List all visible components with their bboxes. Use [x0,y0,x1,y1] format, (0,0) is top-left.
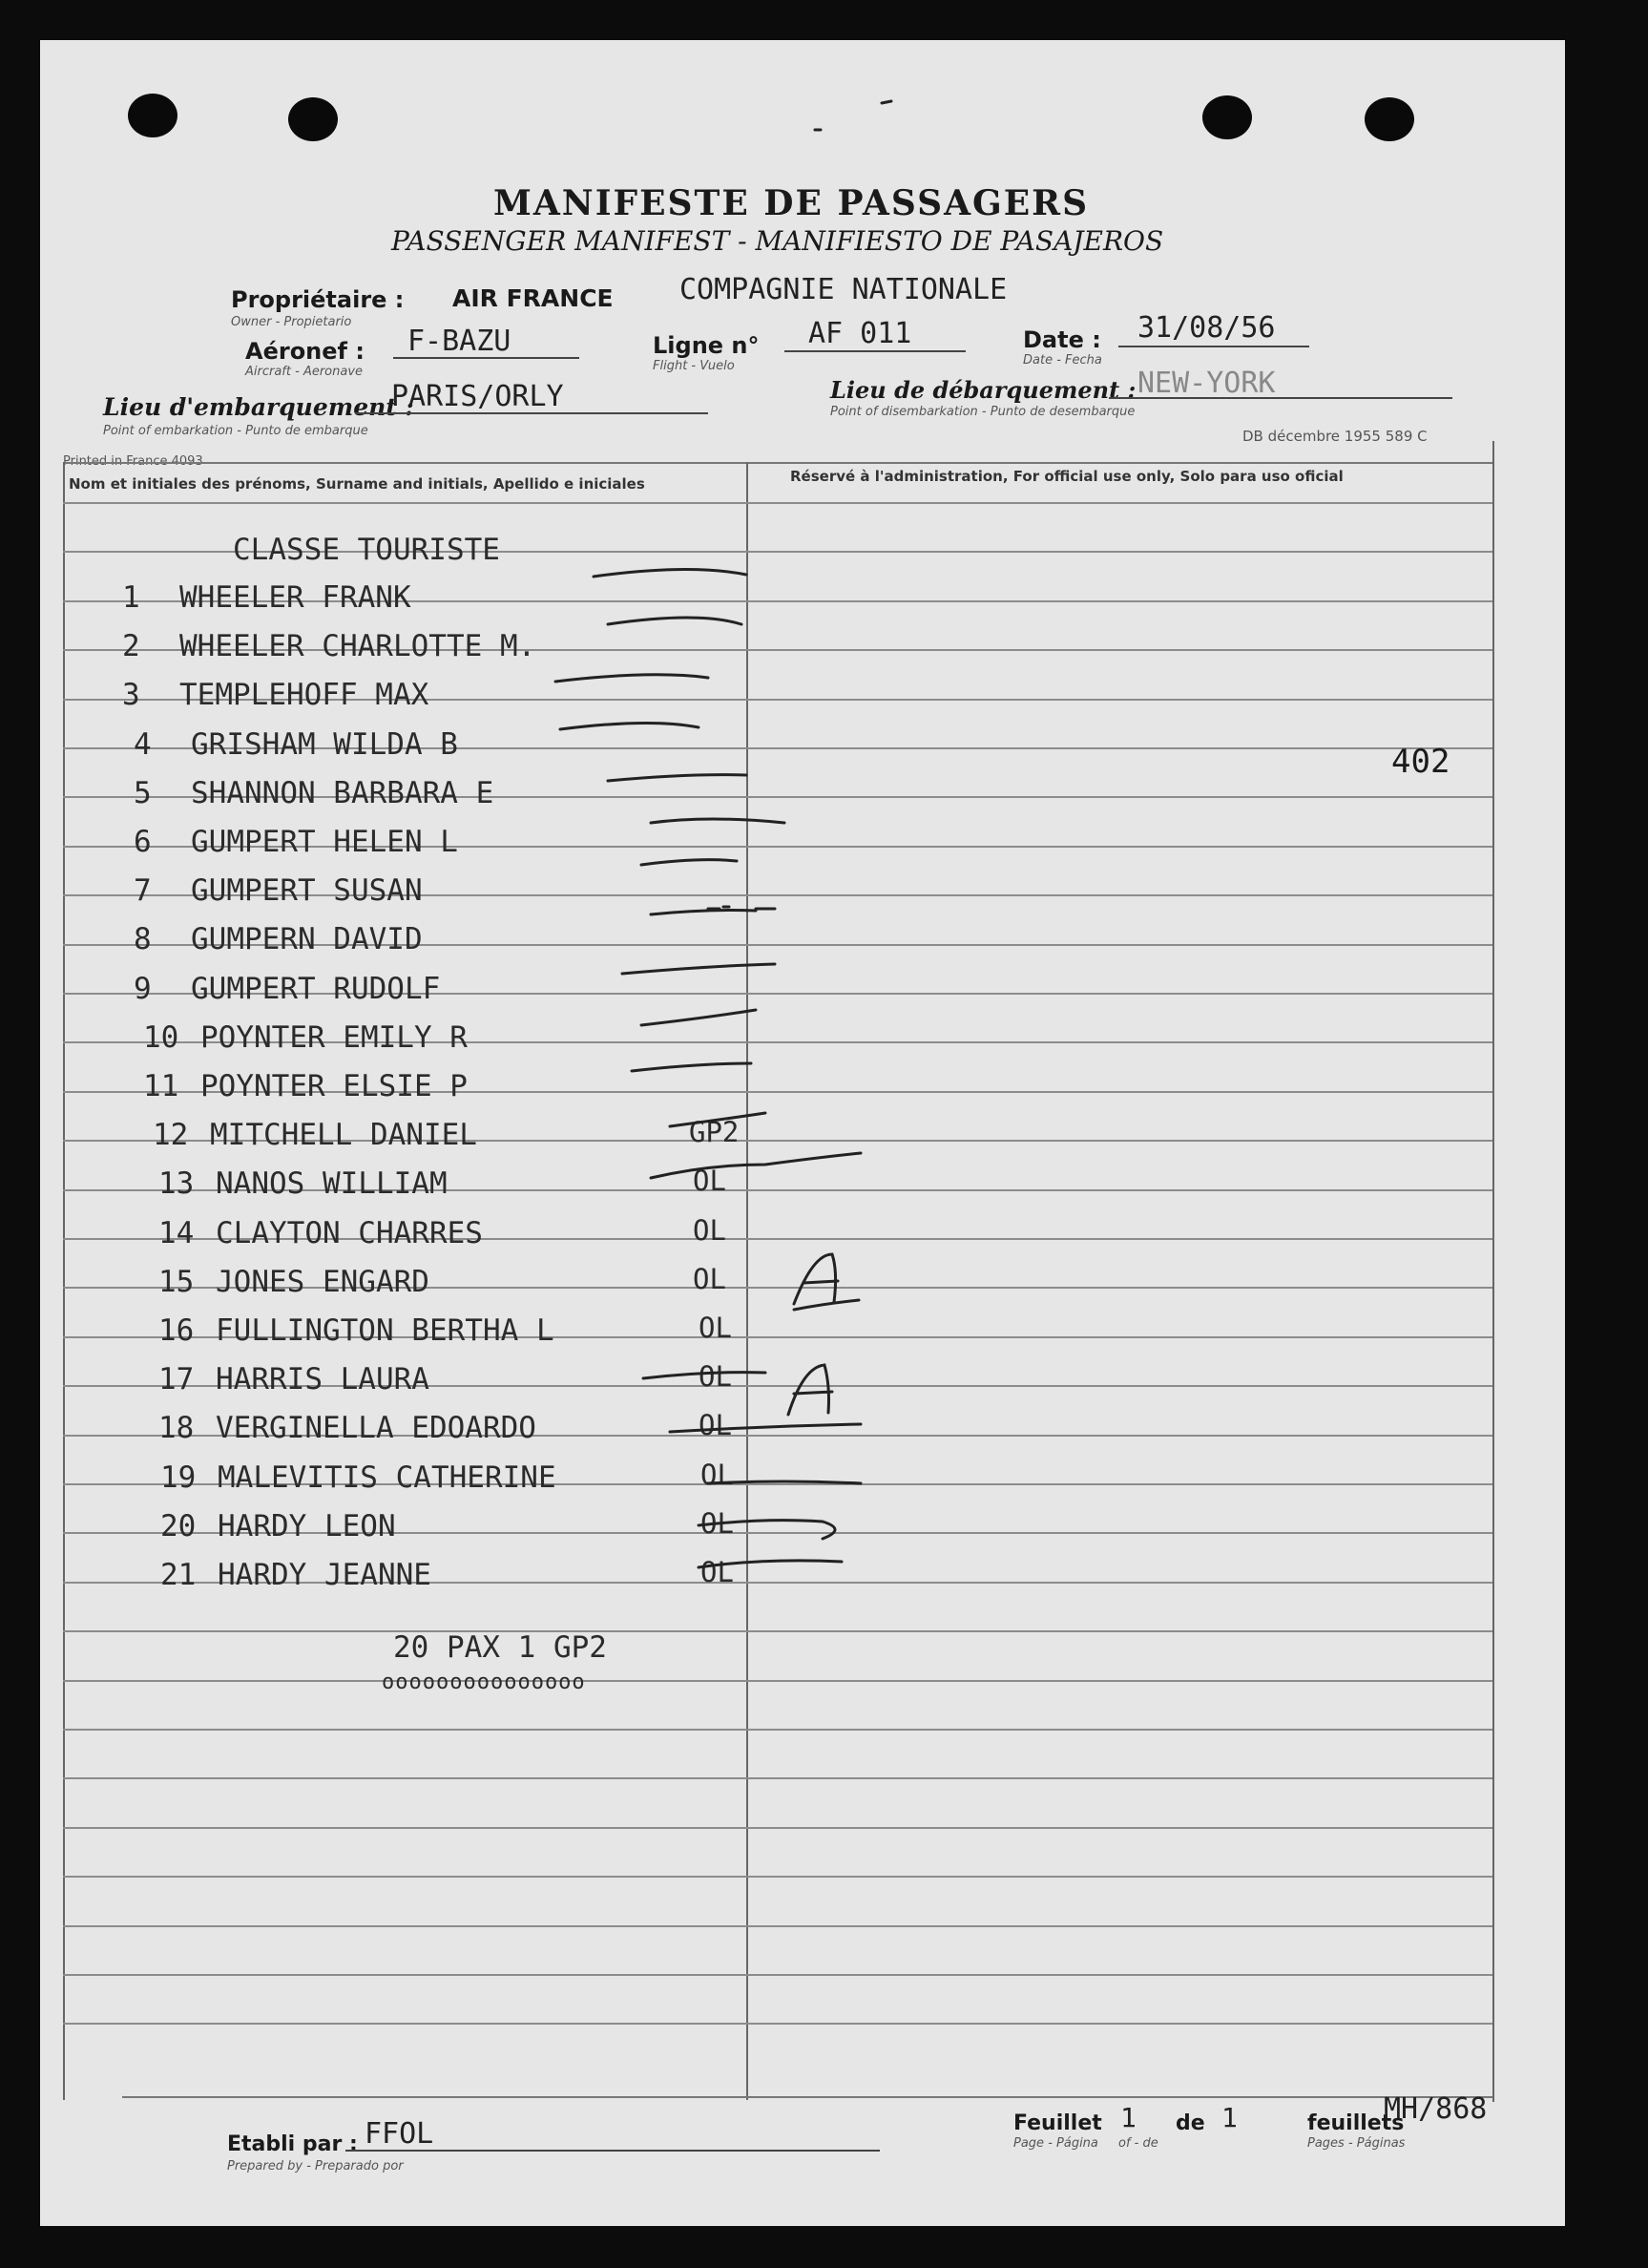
dots-separator: ooooooooooooooo [382,1670,586,1694]
passenger-name: CLAYTON CHARRES [216,1215,483,1250]
date-label: Date : [1023,326,1101,353]
owner-value: COMPAGNIE NATIONALE [679,273,1008,306]
pages-label: feuillets [1307,2111,1405,2135]
passenger-name: MITCHELL DANIEL [210,1118,477,1153]
manifest-title: MANIFESTE DE PASSAGERS [493,183,1090,223]
passenger-name: GUMPERT HELEN L [191,825,458,859]
prepared-by-value: FFOL [365,2117,434,2151]
passenger-number: 19 [160,1460,197,1495]
passenger-row [134,776,493,810]
manifest-reference: MH/868 [1384,2092,1488,2126]
passenger-row [160,1558,431,1592]
aircraft-label: Aéronef : [245,338,365,365]
passenger-name: HARRIS LAURA [216,1362,429,1397]
passenger-number: 11 [143,1069,179,1103]
passenger-name: JONES ENGARD [216,1264,429,1299]
passenger-number: 7 [134,873,152,909]
passenger-name: VERGINELLA EDOARDO [216,1411,536,1446]
passenger-row [160,1460,556,1495]
flight-sublabel: Flight - Vuelo [653,359,735,373]
passenger-row [143,1069,468,1103]
ruled-line [63,1680,1492,1682]
passenger-number: 21 [160,1558,197,1592]
passenger-number: 10 [143,1019,179,1055]
passenger-number: 17 [158,1362,195,1397]
passenger-name: HARDY LEON [218,1508,396,1544]
page-value: 1 [1120,2102,1137,2133]
passenger-name: WHEELER FRANK [179,580,411,615]
total-line: 20 PAX 1 GP2 [393,1630,607,1665]
passenger-row [158,1166,448,1201]
passenger-code: OL [693,1165,726,1198]
passenger-row [134,922,423,956]
passenger-number: 14 [158,1215,195,1250]
embarkation-label: Lieu d'embarquement : [103,393,414,421]
passenger-name: POYNTER EMILY R [200,1019,468,1055]
passenger-number: 18 [158,1411,195,1446]
pages-sublabel: Pages - Páginas [1307,2136,1406,2151]
page-label: Feuillet [1013,2111,1102,2135]
of-sublabel: of - de [1118,2136,1158,2151]
owner-printed: AIR FRANCE [452,284,614,312]
passenger-number: 20 [160,1508,197,1544]
passenger-row [160,1509,396,1544]
passenger-number: 8 [134,922,152,957]
passenger-code: OL [700,1458,734,1491]
passenger-name: WHEELER CHARLOTTE M. [179,629,536,664]
disembarkation-value: NEW-YORK [1137,367,1276,400]
passenger-number: 9 [134,971,152,1006]
passenger-name: HARDY JEANNE [218,1558,431,1592]
ruled-line [63,1777,1492,1779]
passenger-row [153,1118,477,1152]
ruled-line [63,1630,1492,1632]
manifest-sheet [40,40,1565,2226]
owner-label: Propriétaire : [231,286,405,313]
aircraft-sublabel: Aircraft - Aeronave [245,365,364,379]
passenger-name: MALEVITIS CATHERINE [218,1460,556,1495]
embarkation-sublabel: Point of embarkation - Punto de embarque [103,424,368,438]
passenger-number: 15 [158,1264,195,1299]
passenger-code: OL [700,1556,734,1588]
embarkation-value: PARIS/ORLY [391,380,564,413]
passenger-code: OL [693,1262,726,1295]
ruled-line [63,1827,1492,1829]
punch-hole [128,94,177,137]
passenger-row [134,727,458,762]
page-sublabel: Page - Página [1013,2136,1098,2151]
passenger-row [134,972,440,1006]
passenger-code: OL [699,1360,732,1394]
ruled-line [63,2023,1492,2025]
admin-column-header: Réservé à l'administration, For official use only, Solo para uso oficial [790,468,1344,485]
admin-number: 402 [1391,743,1450,781]
passenger-row [158,1411,536,1445]
prepared-by-label: Etabli par : [227,2132,358,2156]
passenger-number: 6 [134,825,152,859]
passenger-code: OL [699,1312,732,1344]
passenger-number: 4 [134,726,152,762]
prepared-by-sublabel: Prepared by - Preparado por [227,2159,404,2174]
printed-in: Printed in France 4093 [63,454,203,469]
passenger-number: 16 [158,1313,195,1348]
passenger-number: 1 [122,580,140,615]
section-header: CLASSE TOURISTE [233,533,500,567]
passenger-name: SHANNON BARBARA E [191,775,494,810]
date-value: 31/08/56 [1137,311,1276,345]
passenger-code: OL [699,1409,732,1442]
passenger-name: GUMPERN DAVID [191,922,423,957]
ruled-line [63,1876,1492,1878]
ruled-line [63,1729,1492,1731]
owner-sublabel: Owner - Propietario [231,315,352,329]
of-label: de [1176,2111,1205,2135]
punch-hole [1202,95,1252,139]
date-sublabel: Date - Fecha [1023,353,1102,368]
punch-hole [288,97,338,141]
flight-value: AF 011 [808,317,912,350]
passenger-row [122,678,428,712]
passenger-row [134,873,423,908]
passenger-row [158,1313,554,1348]
passenger-row [158,1362,429,1396]
disembarkation-sublabel: Point of disembarkation - Punto de desembarque [830,405,1136,419]
passenger-name: GRISHAM WILDA B [191,726,458,762]
passenger-number: 5 [134,775,152,810]
passenger-row [143,1020,468,1055]
ruled-line [63,502,1492,504]
ruled-line [63,1925,1492,1927]
form-reference: DB décembre 1955 589 C [1242,428,1428,445]
passenger-row [158,1216,483,1250]
passenger-code: OL [700,1506,734,1540]
manifest-subtitle: PASSENGER MANIFEST - MANIFIESTO DE PASAJEROS [391,225,1164,257]
passenger-number: 13 [158,1166,195,1202]
disembarkation-label: Lieu de débarquement : [830,376,1137,404]
passenger-code: GP2 [689,1116,740,1149]
ruled-line [63,1974,1492,1976]
passenger-row [158,1265,429,1299]
passenger-row [134,825,458,859]
punch-hole [1365,97,1414,141]
passenger-name: GUMPERT SUSAN [191,873,423,909]
names-column-header: Nom et initiales des prénoms, Surname and initials, Apellido e iniciales [69,475,645,493]
passenger-name: FULLINGTON BERTHA L [216,1313,554,1348]
passenger-number: 2 [122,629,140,664]
passenger-name: NANOS WILLIAM [216,1166,448,1202]
passenger-name: TEMPLEHOFF MAX [179,678,429,713]
passenger-row [122,580,411,615]
of-value: 1 [1221,2102,1238,2133]
passenger-name: GUMPERT RUDOLF [191,971,441,1006]
passenger-name: POYNTER ELSIE P [200,1069,468,1103]
flight-label: Ligne n° [653,332,760,359]
passenger-code: OL [693,1213,726,1247]
aircraft-value: F-BAZU [407,325,511,358]
passenger-number: 12 [153,1118,189,1153]
passenger-number: 3 [122,678,140,713]
passenger-row [122,629,535,663]
